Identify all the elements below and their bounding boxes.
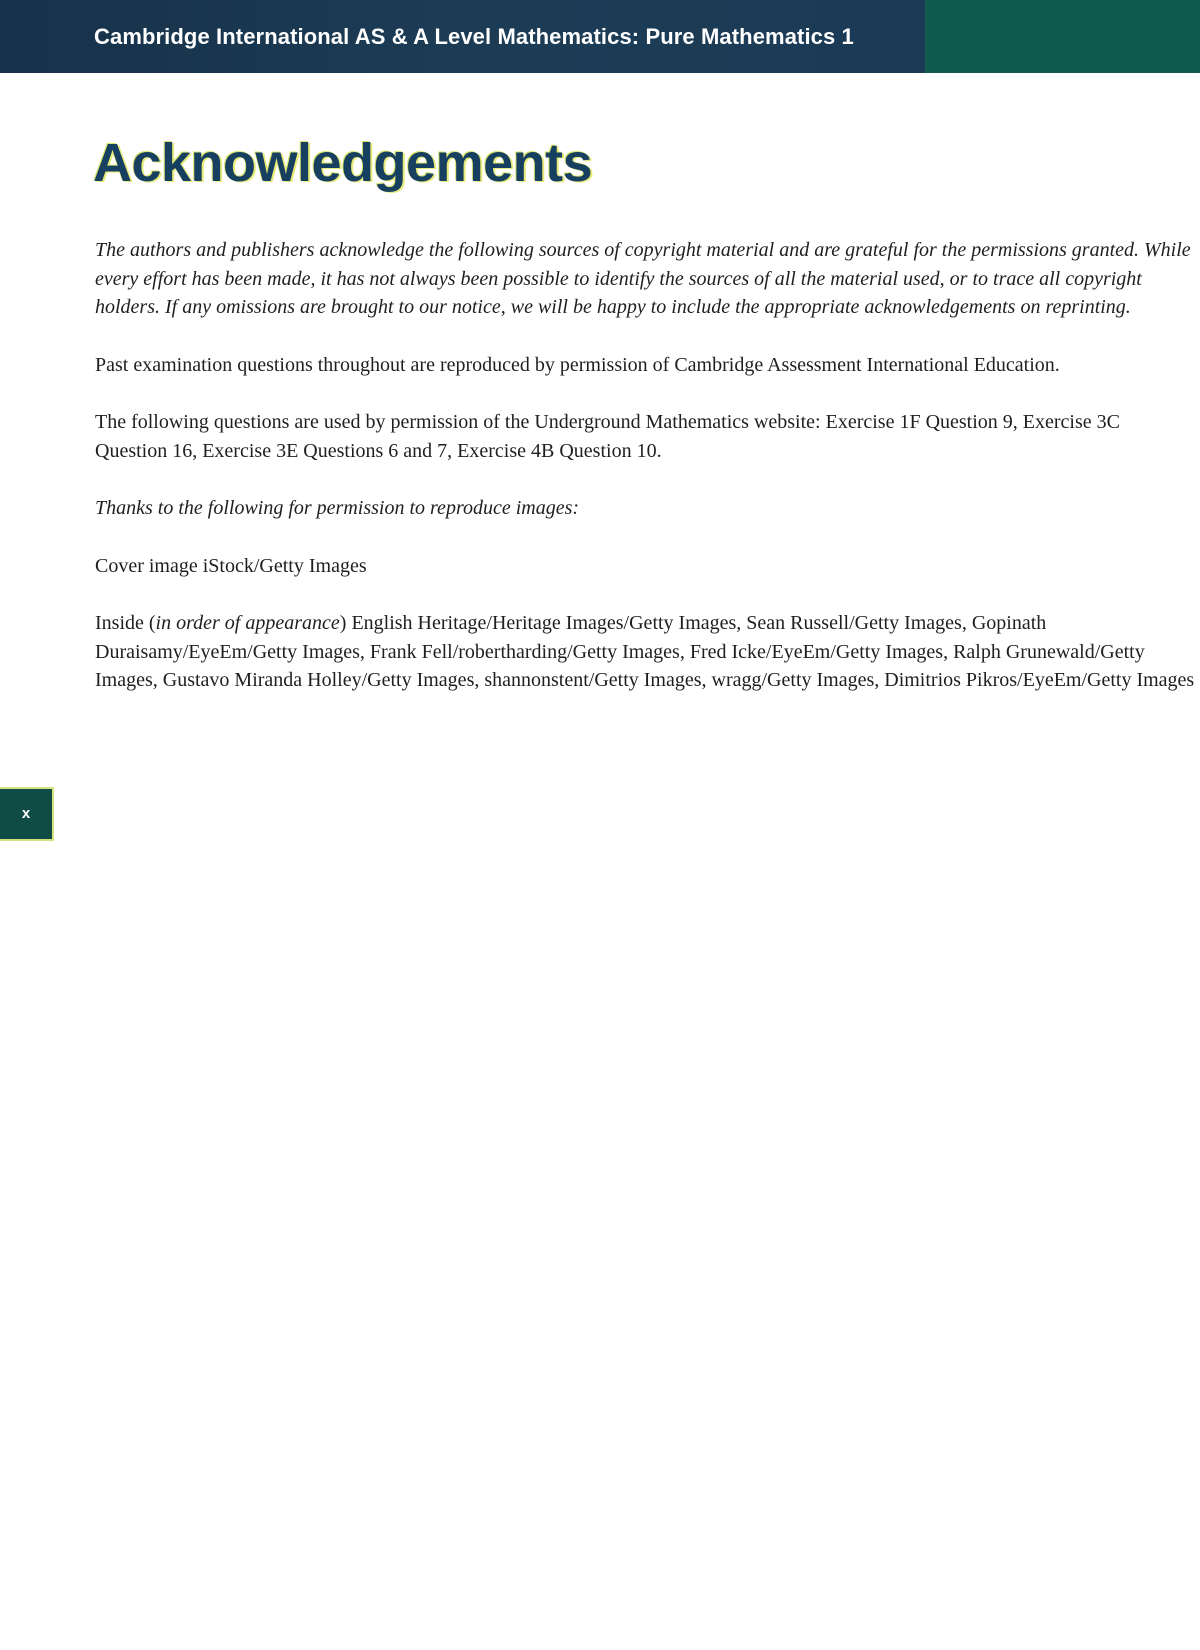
page-title: Acknowledgements xyxy=(93,133,593,193)
inside-image-credits xyxy=(95,609,1195,695)
acknowledgements-body xyxy=(95,236,1195,724)
page-number-tab xyxy=(0,787,54,841)
inside-order-note: in order of appearance xyxy=(155,612,340,634)
underground-mathematics-paragraph: The following questions are used by permission of the Underground Mathematics website: Exercise 1F Question 9, Exercise 3C Question 16, Exercise 3E Questions 6 and 7, Exercise 4B Question 10. xyxy=(95,411,1120,462)
book-title: Cambridge International AS & A Level Mathematics: Pure Mathematics 1 xyxy=(94,24,854,49)
exam-questions-paragraph: Past examination questions throughout are reproduced by permission of Cambridge Assessment International Education. xyxy=(95,353,1060,376)
cover-image-credit: Cover image iStock/Getty Images xyxy=(95,554,367,577)
page-number: x xyxy=(21,805,31,822)
inside-prefix: Inside ( xyxy=(95,612,156,634)
header-accent-block xyxy=(925,0,1200,73)
image-thanks-paragraph: Thanks to the following for permission to reproduce images: xyxy=(95,497,580,519)
inside-credit-list: ) English Heritage/Heritage Images/Getty Images, Sean Russell/Getty Images, Gopinath Duraisamy/EyeEm/Getty Images, Frank Fell/robertharding/Getty Images, Fred Icke/EyeEm/Getty Images, Ralph Grunewald/Getty Images, Gustavo Miranda Holley/Getty Images, shannonstent/Getty Images, wragg/Getty Images, Dimitrios Pikros/EyeEm/Getty Images xyxy=(95,612,1195,691)
copyright-notice-paragraph: The authors and publishers acknowledge the following sources of copyright material and are grateful for the permissions granted. While every effort has been made, it has not always been possible to identify the sources of all the material used, or to trace all copyright holders. If any omissions are brought to our notice, we will be happy to include the appropriate acknowledgements on reprinting. xyxy=(95,239,1191,318)
